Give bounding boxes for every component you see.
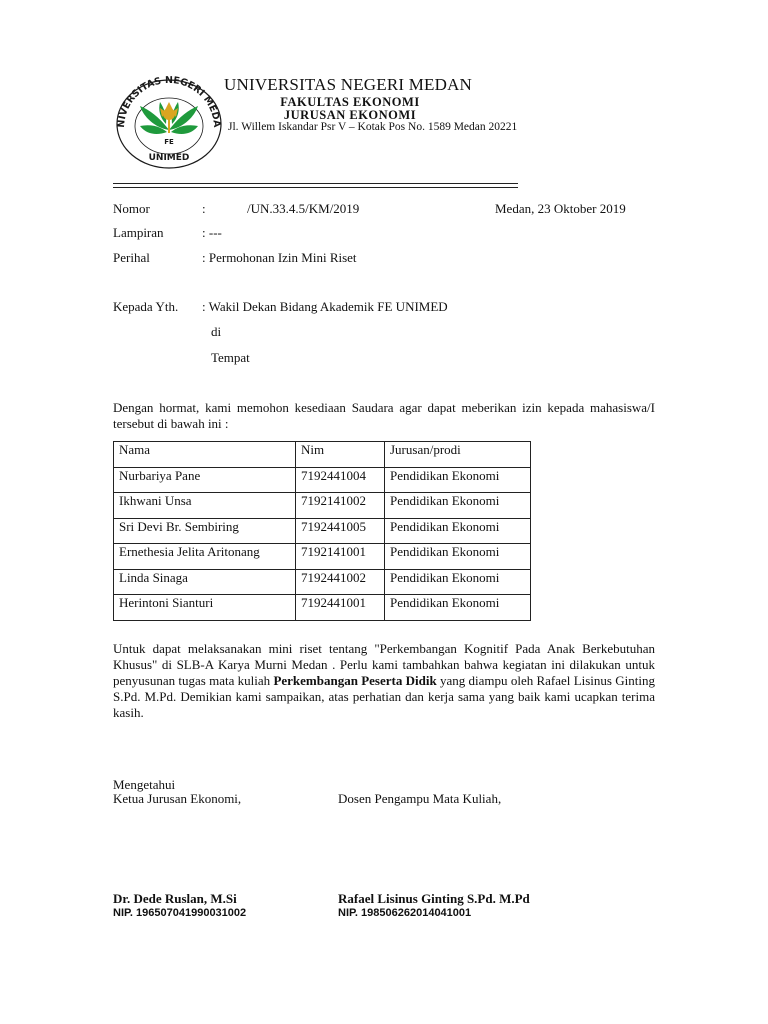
cell-nim: 7192141001 bbox=[296, 544, 385, 570]
kepada-value: : Wakil Dekan Bidang Akademik FE UNIMED bbox=[202, 299, 448, 314]
course-name: Perkembangan Peserta Didik bbox=[273, 673, 437, 688]
cell-jurusan: Pendidikan Ekonomi bbox=[385, 493, 531, 519]
table-row bbox=[114, 518, 531, 544]
right-signer-name: Rafael Lisinus Ginting S.Pd. M.Pd bbox=[338, 891, 530, 906]
table-row bbox=[114, 467, 531, 493]
intro-paragraph: Dengan hormat, kami memohon kesediaan Saudara agar dapat meberikan izin kepada mahasiswa/I tersebut di bawah ini : bbox=[113, 400, 655, 431]
table-row bbox=[114, 544, 531, 570]
header-rule-bottom bbox=[113, 187, 518, 188]
logo-center-text: FE bbox=[164, 138, 174, 146]
svg-text:UNIVERSITAS NEGERI MEDAN: NIVERSITAS NEGERI MEDA bbox=[115, 74, 223, 129]
cell-jurusan: Pendidikan Ekonomi bbox=[385, 467, 531, 493]
student-table bbox=[113, 441, 531, 621]
right-signer-nip: NIP. 198506262014041001 bbox=[338, 907, 472, 919]
university-name: UNIVERSITAS NEGERI MEDAN bbox=[224, 75, 473, 94]
di-text: di bbox=[211, 324, 222, 339]
cell-nama: Herintoni Sianturi bbox=[114, 595, 296, 621]
cell-nim: 7192441005 bbox=[296, 518, 385, 544]
left-signer-nip: NIP. 196507041990031002 bbox=[113, 907, 247, 919]
address: Jl. Willem Iskandar Psr V – Kotak Pos No. 1589 Medan 20221 bbox=[228, 121, 518, 133]
cell-jurusan: Pendidikan Ekonomi bbox=[385, 595, 531, 621]
header-nim: Nim bbox=[296, 442, 385, 468]
cell-nim: 7192141002 bbox=[296, 493, 385, 519]
header-jurusan: Jurusan/prodi bbox=[385, 442, 531, 468]
kepada-label: Kepada Yth. bbox=[113, 299, 179, 314]
nomor-colon: : bbox=[202, 201, 206, 216]
cell-nama: Sri Devi Br. Sembiring bbox=[114, 518, 296, 544]
cell-nama: Ernethesia Jelita Aritonang bbox=[114, 544, 296, 570]
body-part1: Untuk dapat melaksanakan mini riset tentang "Perkembangan Kognitif Pada Anak Berkebutuhan Khusus" di SLB-A Karya Murni Medan . Perlu kami tambahkan bahwa kegiatan ini dilakukan untuk penyusunan tugas mata kuliah bbox=[113, 641, 655, 688]
cell-jurusan: Pendidikan Ekonomi bbox=[385, 518, 531, 544]
mengetahui-text: Mengetahui bbox=[113, 777, 176, 792]
cell-jurusan: Pendidikan Ekonomi bbox=[385, 544, 531, 570]
lampiran-value: : --- bbox=[202, 225, 222, 240]
tempat-text: Tempat bbox=[211, 350, 250, 365]
header-rule-top bbox=[113, 183, 518, 184]
table-row bbox=[114, 595, 531, 621]
body-paragraph bbox=[113, 641, 655, 721]
body-part2: yang diampu oleh Rafael Lisinus Ginting S.Pd. M.Pd. Demikian kami sampaikan, atas perhatian dan kerja sama yang baik kami ucapkan terima kasih. bbox=[113, 673, 655, 720]
table-header-row bbox=[114, 442, 531, 468]
faculty-name: FAKULTAS EKONOMI bbox=[280, 95, 420, 109]
header-nama: Nama bbox=[114, 442, 296, 468]
cell-nama: Ikhwani Unsa bbox=[114, 493, 296, 519]
table-row bbox=[114, 493, 531, 519]
nomor-value: /UN.33.4.5/KM/2019 bbox=[247, 201, 360, 216]
letter-date: Medan, 23 Oktober 2019 bbox=[495, 201, 626, 216]
logo-bottom-text: UNIMED bbox=[148, 153, 190, 163]
perihal-value: : Permohonan Izin Mini Riset bbox=[202, 250, 357, 265]
cell-nama: Linda Sinaga bbox=[114, 569, 296, 595]
left-signer-name: Dr. Dede Ruslan, M.Si bbox=[113, 891, 237, 906]
unimed-logo bbox=[110, 74, 228, 172]
cell-nim: 7192441001 bbox=[296, 595, 385, 621]
perihal-label: Perihal bbox=[113, 250, 150, 265]
cell-nim: 7192441002 bbox=[296, 569, 385, 595]
cell-jurusan: Pendidikan Ekonomi bbox=[385, 569, 531, 595]
department-name: JURUSAN EKONOMI bbox=[283, 108, 417, 122]
cell-nama: Nurbariya Pane bbox=[114, 467, 296, 493]
nomor-label: Nomor bbox=[113, 201, 150, 216]
right-signer-role: Dosen Pengampu Mata Kuliah, bbox=[338, 791, 502, 806]
lampiran-label: Lampiran bbox=[113, 225, 164, 240]
table-row bbox=[114, 569, 531, 595]
cell-nim: 7192441004 bbox=[296, 467, 385, 493]
left-signer-role: Ketua Jurusan Ekonomi, bbox=[113, 791, 242, 806]
